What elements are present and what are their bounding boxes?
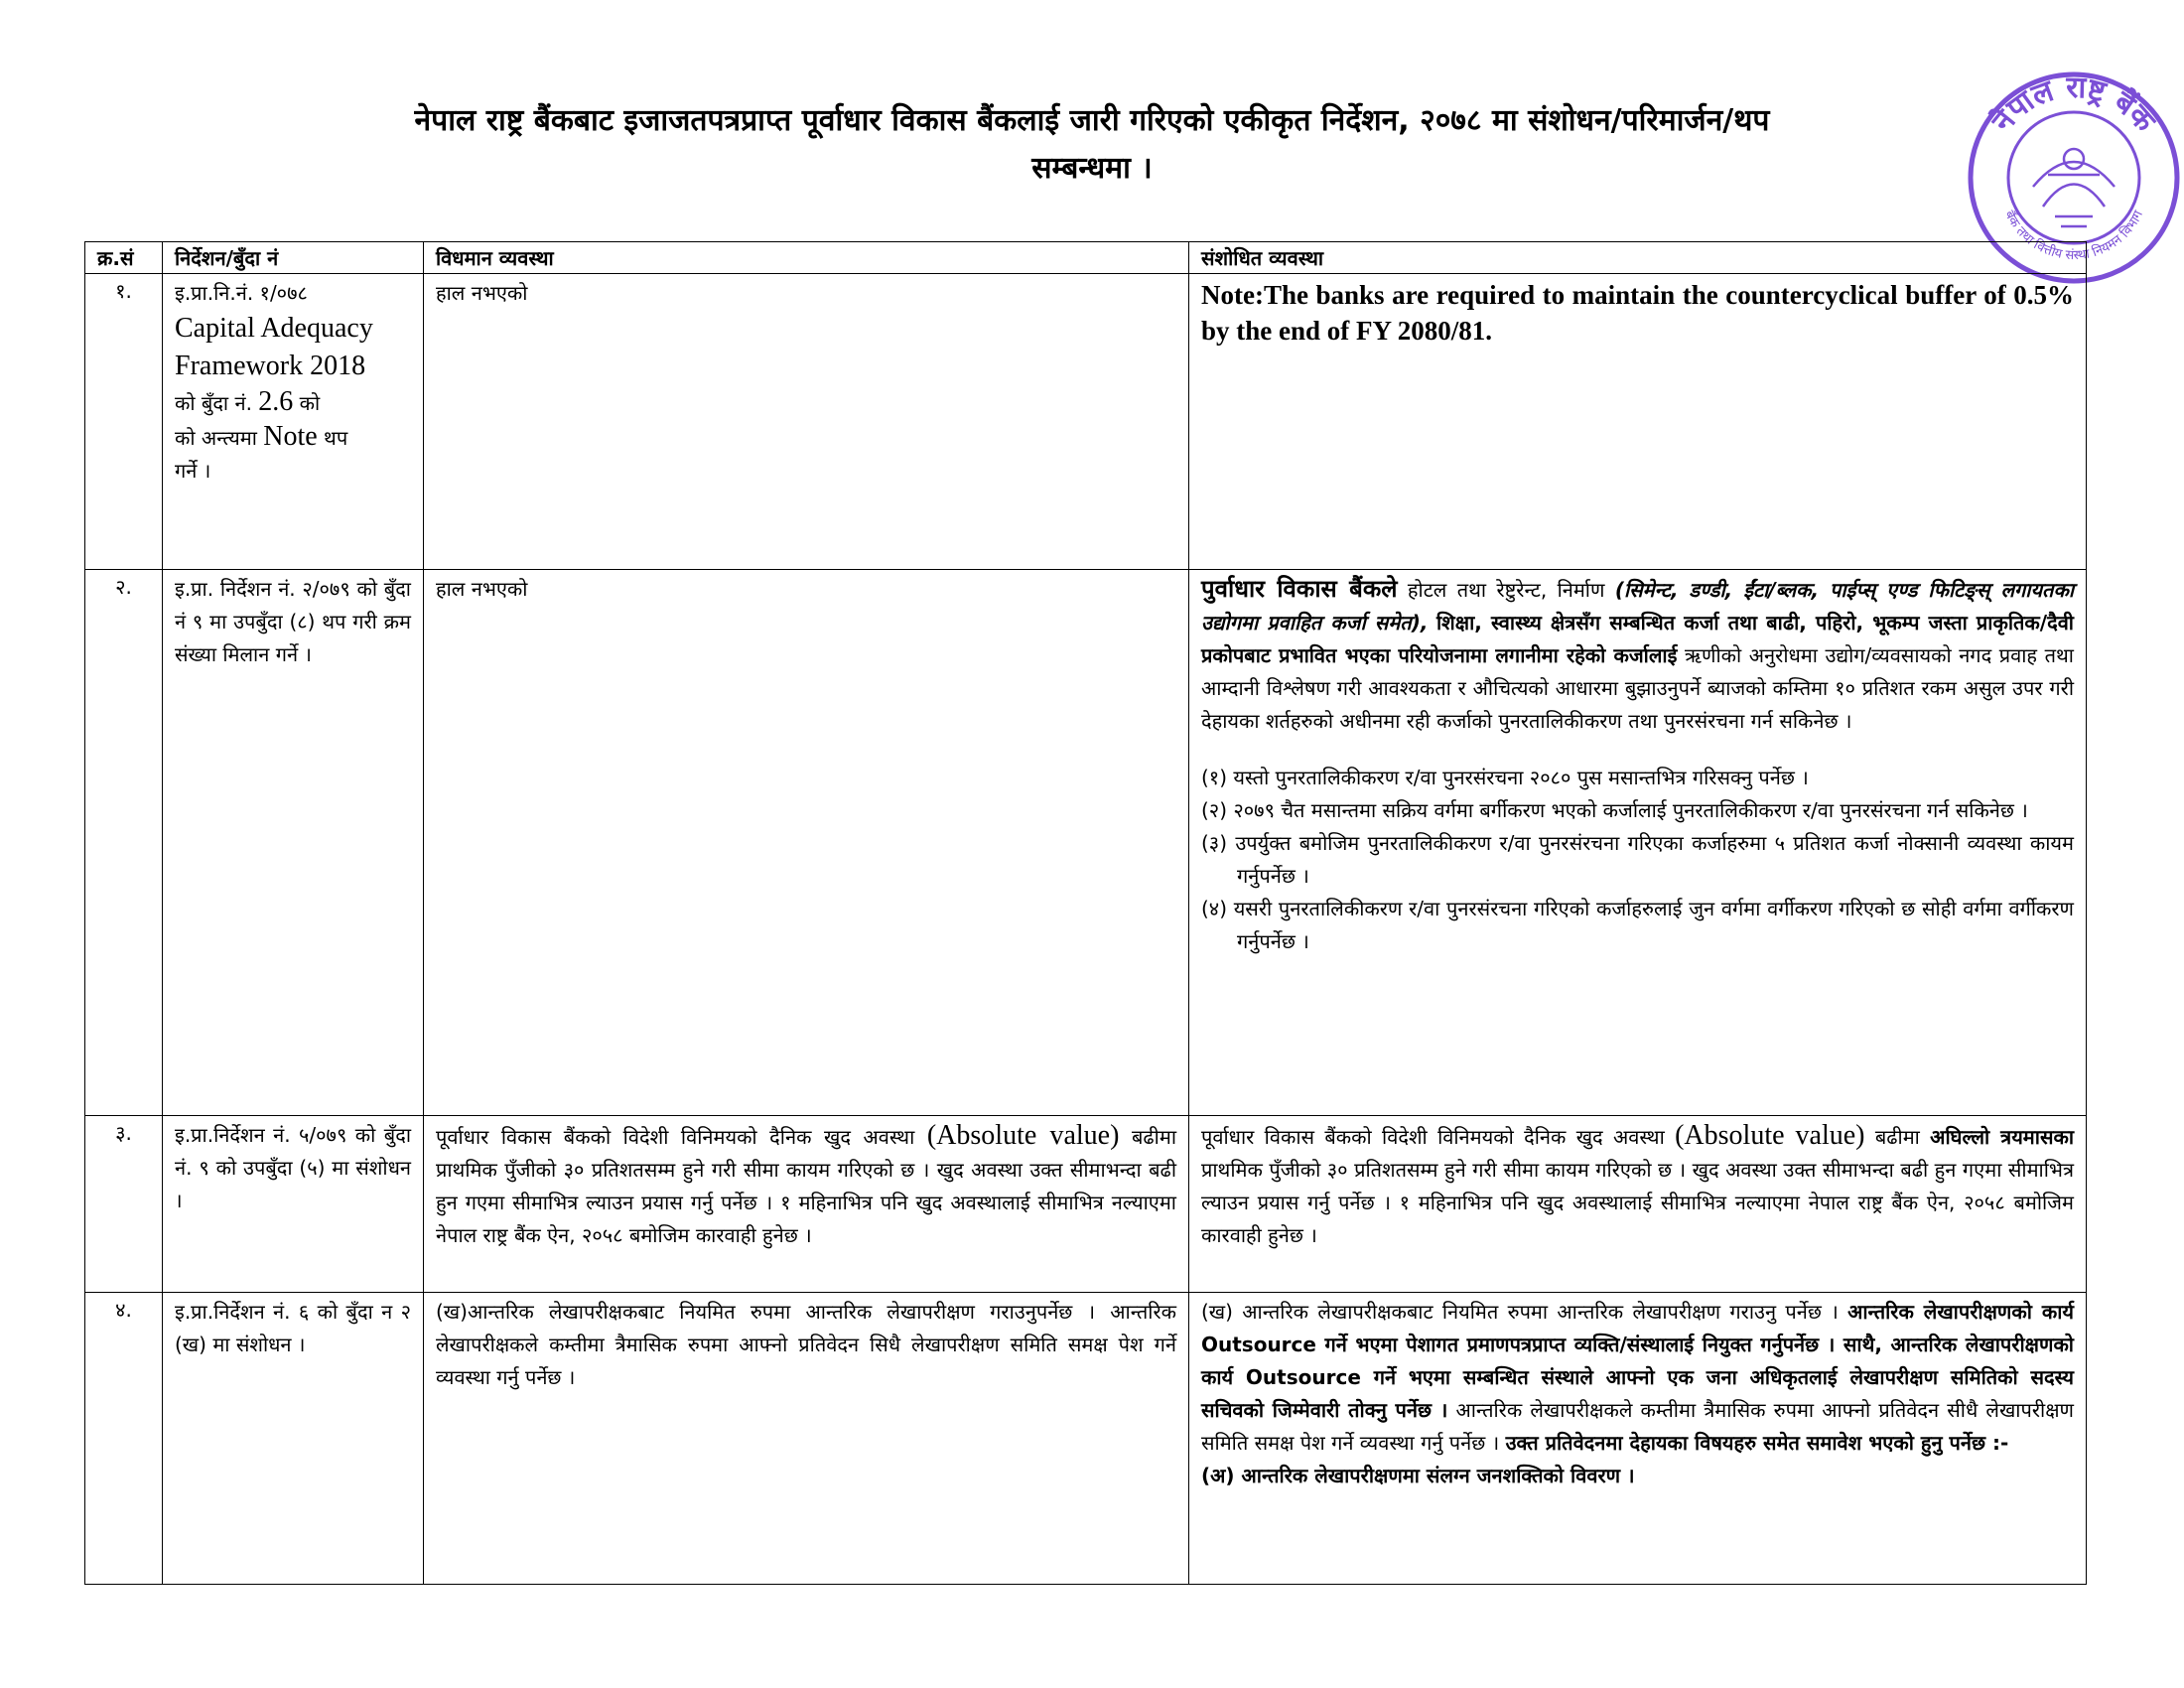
revised-provision-cell [1189, 274, 2087, 570]
existing-text-span: पूर्वाधार विकास बैंकको विदेशी विनिमयको दैनिक खुद अवस्था [436, 1125, 915, 1149]
table-row [85, 570, 2087, 1116]
directive-ref-cell [163, 1116, 424, 1293]
directive-ref-cell [163, 570, 424, 1116]
revised-condition-item: (३) उपर्युक्त बमोजिम पुनरतालिकीकरण र/वा पुनरसंरचना गरिएका कर्जाहरुमा ५ प्रतिशत कर्जा नोक्सानी व्यवस्था कायम गर्नुपर्नेछ । [1201, 831, 2074, 888]
table-row [85, 274, 2087, 570]
ref-note-word: Note [263, 421, 318, 452]
title-line-2: सम्बन्धमा । [1031, 151, 1153, 186]
table-row [85, 1293, 2087, 1585]
revised-provision-cell [1189, 570, 2087, 1116]
revised-bold-text: अघिल्लो त्रयमासका [1930, 1125, 2074, 1149]
ref-text: इ.प्रा. निर्देशन नं. २/०७९ को बुँदा नं ९ मा उपबुँदा (८) थप गरी क्रम संख्या मिलान गर्ने । [175, 577, 411, 666]
revised-bold-text: आन्तरिक लेखापरीक्षणको कार्य Outsource गर्ने भएमा पेशागत प्रमाणपत्रप्राप्त व्यक्ति/संस्थालाई नियुक्त गर्नुपर्नेछ । साथै, आन्तरिक लेखापरीक्षणको कार्य Outsource गर्ने भएमा सम्बन्धित संस्थाले आफ्नो एक जना अधिकृतलाई लेखापरीक्षण समितिको सदस्य सचिवको जिम्मेवारी तोक्नु पर्नेछ । [1201, 1300, 2074, 1422]
revised-note-text: Note:The banks are required to maintain the countercyclical buffer of 0.5% by the end of FY 2080/81. [1201, 280, 2074, 346]
spacer [1201, 738, 2074, 762]
revised-text-span: ऋणीको अनुरोधमा उद्योग/व्यवसायको नगद प्रवाह तथा आम्दानी विश्लेषण गरी आवश्यकता र औचित्यको आधारमा बुझाउनुपर्ने ब्याजको कम्तिमा १० प्रतिशत रकम असुल उपर गरी देहायका शर्तहरुको अधीनमा रही कर्जाको पुनरतालिकीकरण तथा पुनरसंरचना गर्न सकिनेछ । [1201, 643, 2074, 733]
revised-text-span: बढीमा [1874, 1125, 1920, 1149]
directive-ref-cell [163, 1293, 424, 1585]
revised-condition-item: (४) यसरी पुनरतालिकीकरण र/वा पुनरसंरचना गरिएको कर्जाहरुलाई जुन वर्गमा वर्गीकरण गरिएको छ सोही वर्गमा वर्गीकरण गर्नुपर्नेछ । [1201, 897, 2074, 953]
revised-bold-text: उक्त प्रतिवेदनमा देहायका विषयहरु समेत समावेश भएको हुनु पर्नेछ :- [1505, 1431, 2009, 1455]
ref-framework-name: Capital Adequacy Framework 2018 [175, 313, 373, 381]
title-line-1: नेपाल राष्ट्र बैंकबाट इजाजतपत्रप्राप्त पूर्वाधार विकास बैंकलाई जारी गरिएको एकीकृत निर्देशन, २०७८ मा संशोधन/परिमार्जन/थप [414, 103, 1770, 138]
svg-text:बैंक तथा वित्तीय संस्था नियमन: बैंक तथा वित्तीय संस्था नियमन विभाग [2000, 208, 2147, 264]
revised-text [1201, 1296, 2074, 1460]
revised-text-span: होटल तथा रेष्टुरेन्ट, निर्माण [1407, 578, 1605, 602]
header-existing-provision: विधमान व्यवस्था [424, 242, 1189, 274]
revised-text [1201, 573, 2074, 738]
existing-text: हाल नभएको [436, 577, 528, 601]
document-title [119, 97, 2065, 193]
svg-text:नेपाल राष्ट्र बैंक: नेपाल राष्ट्र बैंक [1984, 70, 2162, 139]
revised-bold-text: शिक्षा, स्वास्थ्य क्षेत्रसँग सम्बन्धित कर्जा तथा बाढी, पहिरो, भूकम्प जस्ता प्राकृतिक/दैवी प्रकोपबाट प्रभावित भएका परियोजनामा लगानीमा रहेको कर्जालाई [1201, 611, 2074, 667]
revised-condition-item: (२) २०७९ चैत मसान्तमा सक्रिय वर्गमा बर्गीकरण भएको कर्जालाई पुनरतालिकीकरण र/वा पुनरसंरचना गर्न सकिनेछ । [1201, 798, 2028, 822]
directive-amendment-table [84, 241, 2087, 1585]
table-header-row [85, 242, 2087, 274]
revised-sub-item: (अ) आन्तरिक लेखापरीक्षणमा संलग्न जनशक्तिको विवरण । [1201, 1464, 1635, 1487]
serial-cell: ३. [85, 1116, 163, 1293]
existing-text-span: बढीमा प्राथमिक पुँजीको ३० प्रतिशतसम्म हुने गरी सीमा कायम गरिएको छ । खुद अवस्था उक्त सीमाभन्दा बढी हुन गएमा सीमाभित्र ल्याउन प्रयास गर्नु पर्नेछ । १ महिनाभित्र पनि खुद अवस्थालाई सीमाभित्र नल्याएमा नेपाल राष्ट्र बैंक ऐन, २०५८ बमोजिम कारवाही हुनेछ । [436, 1125, 1176, 1247]
existing-provision-cell [424, 1116, 1189, 1293]
ref-line: को अन्त्यमा Note थप [175, 421, 348, 452]
absolute-value-term: (Absolute value) [926, 1120, 1120, 1151]
existing-text [436, 1119, 1176, 1252]
header-directive-ref: निर्देशन/बुँदा नं [163, 242, 424, 274]
directive-ref-cell [163, 274, 424, 570]
ref-line: गर्ने । [175, 459, 211, 483]
existing-text: (ख)आन्तरिक लेखापरीक्षकबाट नियमित रुपमा आन्तरिक लेखापरीक्षण गराउनुपर्नेछ । आन्तरिक लेखापरीक्षकले कम्तीमा त्रैमासिक रुपमा आफ्नो प्रतिवेदन सिधै लेखापरीक्षण समिति समक्ष पेश गर्ने व्यवस्था गर्नु पर्नेछ । [436, 1300, 1176, 1389]
ref-text: इ.प्रा.निर्देशन नं. ५/०७९ को बुँदा नं. ९ को उपबुँदा (५) मा संशोधन । [175, 1123, 411, 1212]
revised-text-span: (ख) आन्तरिक लेखापरीक्षकबाट नियमित रुपमा आन्तरिक लेखापरीक्षण गराउनु पर्नेछ । [1201, 1300, 1839, 1324]
existing-provision-cell [424, 1293, 1189, 1585]
serial-cell: ४. [85, 1293, 163, 1585]
existing-provision-cell [424, 570, 1189, 1116]
serial-cell: २. [85, 570, 163, 1116]
revised-text-span: प्राथमिक पुँजीको ३० प्रतिशतसम्म हुने गरी सीमा कायम गरिएको छ । खुद अवस्था उक्त सीमाभन्दा बढी हुन गएमा सीमाभित्र ल्याउन प्रयास गर्नु पर्नेछ । १ महिनाभित्र पनि खुद अवस्थालाई सीमाभित्र नल्याएमा नेपाल राष्ट्र बैंक ऐन, २०५८ बमोजिम कारवाही हुनेछ । [1201, 1158, 2074, 1247]
revised-provision-cell [1189, 1293, 2087, 1585]
revised-text-span: आन्तरिक लेखापरीक्षकले कम्तीमा त्रैमासिक रुपमा आफ्नो प्रतिवेदन सीधै लेखापरीक्षण समिति समक्ष पेश गर्ने व्यवस्था गर्नु पर्नेछ । [1201, 1398, 2075, 1455]
revised-bold-text: पुर्वाधार विकास बैंकले [1201, 575, 1398, 603]
ref-text: को अन्त्यमा [175, 426, 257, 450]
revised-provision-cell [1189, 1116, 2087, 1293]
serial-cell: १. [85, 274, 163, 570]
revised-text [1201, 1119, 2074, 1252]
header-revised-provision: संशोधित व्यवस्था [1189, 242, 2087, 274]
revised-text-span: पूर्वाधार विकास बैंकको विदेशी विनिमयको दैनिक खुद अवस्था [1201, 1125, 1665, 1149]
ref-line: को बुँदा नं. 2.6 को [175, 386, 321, 417]
ref-text: इ.प्रा.निर्देशन नं. ६ को बुँदा न २ (ख) मा संशोधन । [175, 1300, 411, 1356]
ref-text: को बुँदा नं. [175, 391, 252, 415]
header-serial: क्र.सं [85, 242, 163, 274]
ref-line: इ.प्रा.नि.नं. १/०७८ [175, 281, 308, 305]
table-row [85, 1116, 2087, 1293]
existing-text: हाल नभएको [436, 281, 528, 305]
existing-provision-cell [424, 274, 1189, 570]
ref-clause-number: 2.6 [258, 386, 294, 417]
revised-bold-italic-text: (सिमेन्ट, डण्डी, ईंटा/ब्लक, पाईप्स् एण्ड फिटिङ्स् लगायतका उद्योगमा प्रवाहित कर्जा समेत), [1201, 578, 2074, 634]
revised-condition-item: (१) यस्तो पुनरतालिकीकरण र/वा पुनरसंरचना २०८० पुस मसान्तभित्र गरिसक्नु पर्नेछ । [1201, 766, 1809, 789]
absolute-value-term: (Absolute value) [1675, 1120, 1865, 1151]
